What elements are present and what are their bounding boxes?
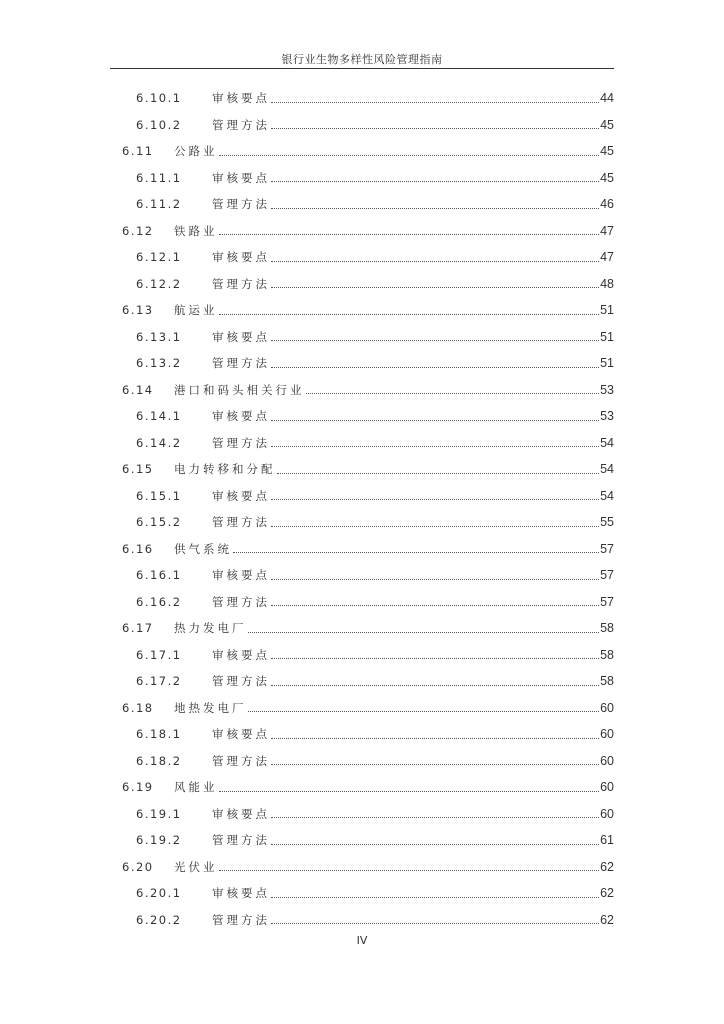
toc-entry-number: 6.17.1 [136, 647, 182, 662]
toc-entry[interactable] [110, 403, 614, 430]
toc-entry-page: 54 [600, 462, 614, 477]
toc-entry[interactable] [110, 695, 614, 722]
toc-entry-page: 45 [600, 117, 614, 132]
toc-entry-title: 热力发电厂 [174, 621, 247, 636]
toc-entry-page: 53 [600, 409, 614, 424]
toc-entry[interactable] [110, 218, 614, 245]
toc-entry-page: 62 [600, 886, 614, 901]
toc-entry[interactable] [110, 244, 614, 271]
toc-entry-page: 62 [600, 859, 614, 874]
toc-entry-title: 审核要点 [212, 806, 270, 821]
table-of-contents [110, 85, 614, 933]
toc-entry[interactable] [110, 907, 614, 934]
toc-entry-number: 6.16.2 [136, 594, 182, 609]
toc-entry-number: 6.10.2 [136, 117, 182, 132]
toc-entry[interactable] [110, 324, 614, 351]
dot-leader [219, 234, 600, 235]
toc-entry[interactable] [110, 271, 614, 298]
dot-leader [271, 738, 599, 739]
toc-entry-number: 6.19.1 [136, 806, 182, 821]
toc-entry[interactable] [110, 615, 614, 642]
toc-entry-page: 46 [600, 197, 614, 212]
toc-entry-number: 6.13.1 [136, 329, 182, 344]
dot-leader [271, 897, 599, 898]
toc-entry-number: 6.16 [122, 541, 154, 556]
toc-entry-number: 6.12.2 [136, 276, 182, 291]
toc-entry-number: 6.18.2 [136, 753, 182, 768]
toc-entry[interactable] [110, 854, 614, 881]
toc-entry-number: 6.13 [122, 303, 154, 318]
toc-entry-number: 6.11 [122, 144, 154, 159]
dot-leader [271, 764, 599, 765]
toc-entry-title: 管理方法 [212, 356, 270, 371]
toc-entry-page: 61 [600, 833, 614, 848]
toc-entry-number: 6.12.1 [136, 250, 182, 265]
toc-entry-number: 6.14 [122, 382, 154, 397]
toc-entry-number: 6.19 [122, 780, 154, 795]
toc-entry-number: 6.19.2 [136, 833, 182, 848]
toc-entry[interactable] [110, 456, 614, 483]
dot-leader [271, 102, 599, 103]
toc-entry[interactable] [110, 85, 614, 112]
toc-entry[interactable] [110, 562, 614, 589]
dot-leader [219, 791, 600, 792]
dot-leader [271, 420, 599, 421]
toc-entry-title: 供气系统 [174, 541, 232, 556]
dot-leader [271, 923, 599, 924]
toc-entry-title: 审核要点 [212, 170, 270, 185]
toc-entry-page: 60 [600, 727, 614, 742]
toc-entry-page: 62 [600, 912, 614, 927]
toc-entry[interactable] [110, 774, 614, 801]
toc-entry-title: 港口和码头相关行业 [174, 382, 305, 397]
dot-leader [271, 261, 599, 262]
toc-entry-title: 地热发电厂 [174, 700, 247, 715]
toc-entry-page: 57 [600, 594, 614, 609]
toc-entry[interactable] [110, 801, 614, 828]
toc-entry-title: 管理方法 [212, 197, 270, 212]
dot-leader [271, 128, 599, 129]
toc-entry-number: 6.15.1 [136, 488, 182, 503]
toc-entry-number: 6.10.1 [136, 91, 182, 106]
toc-entry-title: 管理方法 [212, 515, 270, 530]
toc-entry-title: 光伏业 [174, 859, 218, 874]
dot-leader [271, 499, 599, 500]
dot-leader [271, 446, 599, 447]
toc-entry[interactable] [110, 721, 614, 748]
dot-leader [271, 579, 599, 580]
toc-entry[interactable] [110, 748, 614, 775]
toc-entry-title: 航运业 [174, 303, 218, 318]
dot-leader [271, 367, 599, 368]
toc-entry-title: 管理方法 [212, 674, 270, 689]
toc-entry-page: 48 [600, 276, 614, 291]
toc-entry-number: 6.11.1 [136, 170, 182, 185]
toc-entry[interactable] [110, 377, 614, 404]
toc-entry[interactable] [110, 642, 614, 669]
toc-entry-number: 6.20.2 [136, 912, 182, 927]
toc-entry[interactable] [110, 112, 614, 139]
toc-entry-number: 6.17 [122, 621, 154, 636]
toc-entry-number: 6.18 [122, 700, 154, 715]
toc-entry-title: 管理方法 [212, 435, 270, 450]
toc-entry-number: 6.20.1 [136, 886, 182, 901]
toc-entry-page: 51 [600, 329, 614, 344]
toc-entry-page: 58 [600, 647, 614, 662]
toc-entry-number: 6.16.1 [136, 568, 182, 583]
toc-entry-title: 管理方法 [212, 833, 270, 848]
toc-entry-page: 60 [600, 780, 614, 795]
toc-entry-number: 6.17.2 [136, 674, 182, 689]
toc-entry-number: 6.13.2 [136, 356, 182, 371]
toc-entry-number: 6.11.2 [136, 197, 182, 212]
toc-entry-page: 58 [600, 674, 614, 689]
dot-leader [271, 605, 599, 606]
dot-leader [271, 181, 599, 182]
toc-entry-title: 审核要点 [212, 329, 270, 344]
dot-leader [271, 287, 599, 288]
toc-entry[interactable] [110, 138, 614, 165]
toc-entry-title: 审核要点 [212, 647, 270, 662]
toc-entry-page: 47 [600, 223, 614, 238]
toc-entry-page: 55 [600, 515, 614, 530]
toc-entry-title: 审核要点 [212, 727, 270, 742]
toc-entry-page: 47 [600, 250, 614, 265]
toc-entry[interactable] [110, 165, 614, 192]
dot-leader [233, 552, 599, 553]
dot-leader [248, 632, 600, 633]
toc-entry-page: 60 [600, 806, 614, 821]
toc-entry-page: 54 [600, 488, 614, 503]
dot-leader [271, 844, 599, 845]
running-header: 银行业生物多样性风险管理指南 [281, 53, 443, 66]
toc-entry-page: 53 [600, 382, 614, 397]
toc-entry-page: 57 [600, 568, 614, 583]
toc-entry-page: 51 [600, 356, 614, 371]
toc-entry-number: 6.15.2 [136, 515, 182, 530]
toc-entry-title: 审核要点 [212, 409, 270, 424]
toc-entry-page: 44 [600, 91, 614, 106]
toc-entry[interactable] [110, 536, 614, 563]
dot-leader [271, 817, 599, 818]
toc-entry-number: 6.15 [122, 462, 154, 477]
toc-entry-title: 铁路业 [174, 223, 218, 238]
toc-entry-page: 60 [600, 700, 614, 715]
toc-entry-page: 51 [600, 303, 614, 318]
dot-leader [219, 314, 600, 315]
toc-entry-page: 54 [600, 435, 614, 450]
toc-entry[interactable] [110, 827, 614, 854]
toc-entry-number: 6.20 [122, 859, 154, 874]
dot-leader [271, 526, 599, 527]
toc-entry[interactable] [110, 509, 614, 536]
toc-entry-title: 管理方法 [212, 753, 270, 768]
dot-leader [248, 711, 600, 712]
dot-leader [219, 870, 600, 871]
toc-entry-page: 58 [600, 621, 614, 636]
dot-leader [219, 155, 600, 156]
toc-entry-number: 6.14.1 [136, 409, 182, 424]
toc-entry-title: 审核要点 [212, 91, 270, 106]
toc-entry-number: 6.14.2 [136, 435, 182, 450]
toc-entry[interactable] [110, 430, 614, 457]
toc-entry-title: 管理方法 [212, 594, 270, 609]
toc-entry[interactable] [110, 589, 614, 616]
toc-entry-page: 45 [600, 170, 614, 185]
dot-leader [271, 685, 599, 686]
toc-entry[interactable] [110, 483, 614, 510]
toc-entry[interactable] [110, 191, 614, 218]
toc-entry[interactable] [110, 668, 614, 695]
dot-leader [306, 393, 600, 394]
toc-entry-title: 审核要点 [212, 488, 270, 503]
toc-entry-page: 57 [600, 541, 614, 556]
toc-entry[interactable] [110, 350, 614, 377]
toc-entry-title: 审核要点 [212, 250, 270, 265]
toc-entry-title: 审核要点 [212, 886, 270, 901]
toc-entry-page: 45 [600, 144, 614, 159]
dot-leader [271, 340, 599, 341]
toc-entry-title: 管理方法 [212, 912, 270, 927]
toc-entry-title: 风能业 [174, 780, 218, 795]
page-number: IV [356, 934, 368, 947]
toc-entry[interactable] [110, 297, 614, 324]
dot-leader [271, 658, 599, 659]
header-rule [110, 68, 614, 69]
toc-entry-title: 电力转移和分配 [174, 462, 276, 477]
toc-entry-page: 60 [600, 753, 614, 768]
dot-leader [271, 208, 599, 209]
toc-entry-number: 6.12 [122, 223, 154, 238]
toc-entry-title: 管理方法 [212, 276, 270, 291]
toc-entry-title: 审核要点 [212, 568, 270, 583]
toc-entry-title: 公路业 [174, 144, 218, 159]
toc-entry-number: 6.18.1 [136, 727, 182, 742]
dot-leader [277, 473, 600, 474]
toc-entry[interactable] [110, 880, 614, 907]
toc-entry-title: 管理方法 [212, 117, 270, 132]
